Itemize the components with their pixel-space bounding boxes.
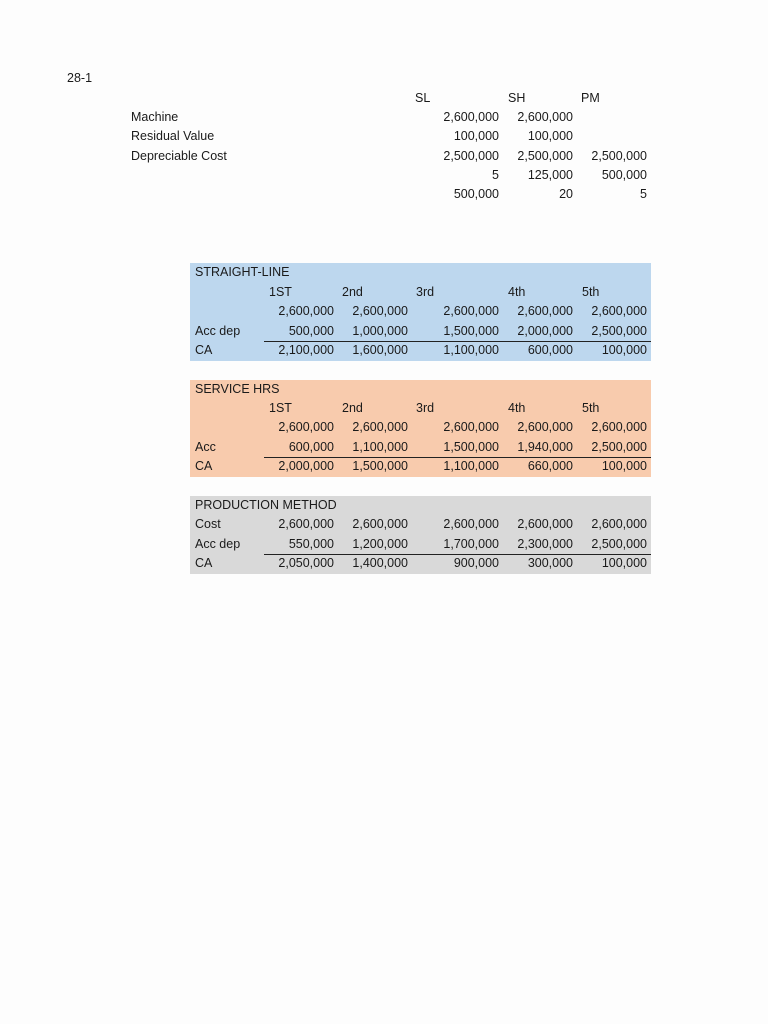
value-cell: 2,600,000 [591,304,647,318]
value-cell: 600,000 [288,440,334,454]
row-label: Acc dep [195,537,241,551]
sheet-cell-sl: 100,000 [453,129,499,143]
straight-line-title: STRAIGHT-LINE [195,265,290,279]
value-cell: 1,500,000 [352,459,408,473]
sheet-cell-pm: 2,500,000 [591,149,647,163]
sheet-cell-pm: 5 [640,187,647,201]
year-header: 5th [582,401,600,415]
value-cell: 2,300,000 [517,537,573,551]
value-cell: 2,600,000 [443,304,499,318]
value-cell: 2,600,000 [352,420,408,434]
sheet-cell-sl: 2,500,000 [443,149,499,163]
value-cell: 1,600,000 [352,343,408,357]
sheet-cell-sl: 2,600,000 [443,110,499,124]
production-title: PRODUCTION METHOD [195,498,337,512]
sheet-row-label: Depreciable Cost [131,149,227,163]
service-hrs-title: SERVICE HRS [195,382,280,396]
sheet-cell-sh: 100,000 [527,129,573,143]
value-cell: 2,600,000 [443,420,499,434]
row-label: CA [195,343,213,357]
value-cell: 2,600,000 [517,420,573,434]
sheet-row-label: Residual Value [131,129,215,143]
sheet-cell-sh: 125,000 [527,168,573,182]
value-cell: 600,000 [527,343,573,357]
value-cell: 2,600,000 [352,304,408,318]
header-sh: SH [508,91,526,105]
value-cell: 2,100,000 [278,343,334,357]
value-cell: 100,000 [601,459,647,473]
value-cell: 2,600,000 [278,304,334,318]
row-label: Cost [195,517,221,531]
value-cell: 1,200,000 [352,537,408,551]
value-cell: 550,000 [288,537,334,551]
sheet-cell-sh: 2,600,000 [517,110,573,124]
value-cell: 2,600,000 [278,420,334,434]
year-header: 3rd [416,401,435,415]
value-cell: 500,000 [288,324,334,338]
value-cell: 2,500,000 [591,440,647,454]
year-header: 1ST [269,401,292,415]
value-cell: 100,000 [601,343,647,357]
value-cell: 1,700,000 [443,537,499,551]
value-cell: 2,600,000 [278,517,334,531]
value-cell: 1,940,000 [517,440,573,454]
sheet-row-label: Machine [131,110,179,124]
year-header: 3rd [416,285,435,299]
value-cell: 1,100,000 [352,440,408,454]
year-header: 2nd [342,401,363,415]
problem-id: 28-1 [67,71,93,85]
header-pm: PM [581,91,600,105]
value-cell: 1,500,000 [443,324,499,338]
sheet-cell-pm [577,108,647,127]
value-cell: 2,600,000 [517,304,573,318]
sheet-cell-sl: 500,000 [453,187,499,201]
value-cell: 100,000 [601,556,647,570]
sheet-cell-pm: 500,000 [601,168,647,182]
value-cell: 2,500,000 [591,537,647,551]
year-header: 4th [508,285,526,299]
year-header: 2nd [342,285,363,299]
value-cell: 2,600,000 [517,517,573,531]
value-cell: 2,600,000 [352,517,408,531]
row-label: CA [195,459,213,473]
value-cell: 2,000,000 [517,324,573,338]
value-cell: 2,600,000 [591,420,647,434]
sheet-cell-sl: 5 [492,168,499,182]
year-header: 1ST [269,285,292,299]
row-label: Acc [195,440,216,454]
sheet-cell-pm [577,127,647,146]
value-cell: 2,050,000 [278,556,334,570]
row-label: CA [195,556,213,570]
year-header: 5th [582,285,600,299]
header-sl: SL [415,91,431,105]
value-cell: 300,000 [527,556,573,570]
sheet-cell-sh: 2,500,000 [517,149,573,163]
value-cell: 1,500,000 [443,440,499,454]
value-cell: 660,000 [527,459,573,473]
value-cell: 900,000 [453,556,499,570]
value-cell: 2,600,000 [591,517,647,531]
value-cell: 2,000,000 [278,459,334,473]
value-cell: 2,600,000 [443,517,499,531]
value-cell: 1,400,000 [352,556,408,570]
row-label: Acc dep [195,324,241,338]
value-cell: 1,100,000 [443,343,499,357]
sheet-cell-sh: 20 [559,187,573,201]
value-cell: 2,500,000 [591,324,647,338]
value-cell: 1,000,000 [352,324,408,338]
value-cell: 1,100,000 [443,459,499,473]
year-header: 4th [508,401,526,415]
